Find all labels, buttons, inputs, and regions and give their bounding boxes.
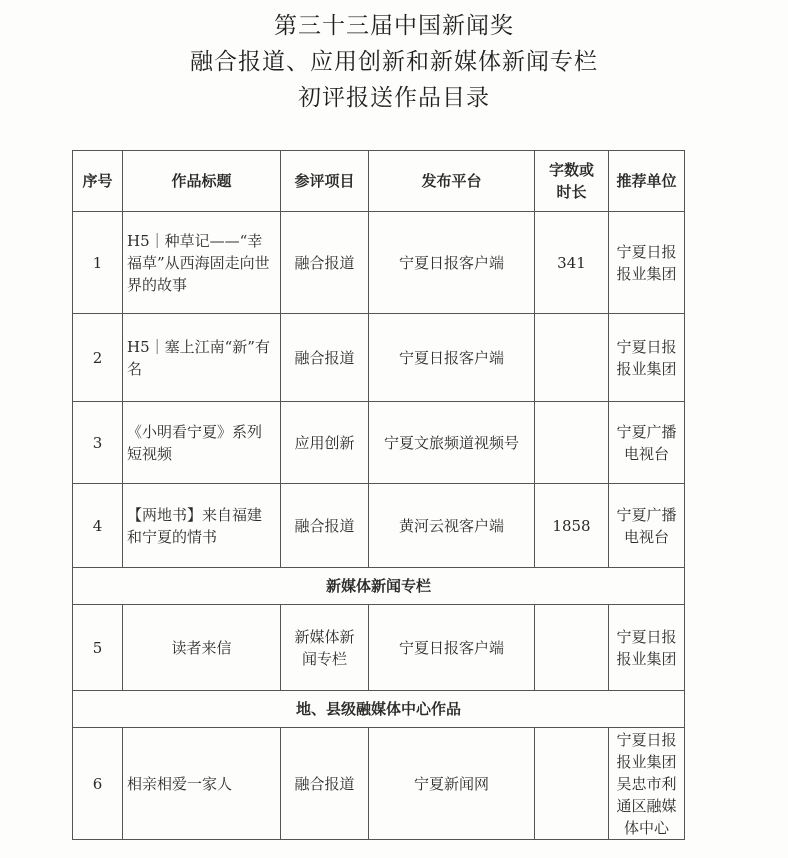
cell-category: 新媒体新闻专栏 [281,605,369,691]
cell-unit: 宁夏日报报业集团 [609,314,685,402]
cell-title: 相亲相爱一家人 [123,728,281,840]
table-row [73,728,685,840]
works-table [72,150,685,840]
cell-platform: 宁夏新闻网 [369,728,535,840]
cell-title: 《小明看宁夏》系列短视频 [123,402,281,484]
cell-category: 融合报道 [281,728,369,840]
table-row [73,212,685,314]
cell-unit: 宁夏广播电视台 [609,402,685,484]
cell-unit: 宁夏日报报业集团 [609,212,685,314]
document-title [0,8,788,116]
cell-category: 融合报道 [281,314,369,402]
cell-no: 3 [73,402,123,484]
cell-length: 1858 [535,484,609,568]
cell-title: H5｜塞上江南“新”有名 [123,314,281,402]
table-header-row [73,151,685,212]
section-header-new-media: 新媒体新闻专栏 [73,568,685,605]
cell-category: 应用创新 [281,402,369,484]
title-line-2: 融合报道、应用创新和新媒体新闻专栏 [190,49,598,75]
title-line-1: 第三十三届中国新闻奖 [274,13,514,39]
table-row [73,605,685,691]
cell-platform: 宁夏日报客户端 [369,605,535,691]
cell-title: H5｜种草记——“幸福草”从西海固走向世界的故事 [123,212,281,314]
header-no: 序号 [73,151,123,212]
section-row [73,568,685,605]
cell-length [535,402,609,484]
cell-length: 341 [535,212,609,314]
header-platform: 发布平台 [369,151,535,212]
section-header-local-media: 地、县级融媒体中心作品 [73,691,685,728]
cell-unit: 宁夏日报报业集团吴忠市利通区融媒体中心 [609,728,685,840]
cell-no: 1 [73,212,123,314]
table-row [73,484,685,568]
cell-platform: 宁夏日报客户端 [369,314,535,402]
cell-length [535,314,609,402]
cell-no: 2 [73,314,123,402]
header-unit: 推荐单位 [609,151,685,212]
title-line-3: 初评报送作品目录 [298,85,490,111]
cell-unit: 宁夏广播电视台 [609,484,685,568]
cell-no: 4 [73,484,123,568]
cell-category: 融合报道 [281,484,369,568]
cell-no: 6 [73,728,123,840]
cell-unit: 宁夏日报报业集团 [609,605,685,691]
header-category: 参评项目 [281,151,369,212]
cell-length [535,728,609,840]
table-row [73,402,685,484]
cell-length [535,605,609,691]
cell-category: 融合报道 [281,212,369,314]
section-row [73,691,685,728]
cell-platform: 宁夏文旅频道视频号 [369,402,535,484]
table-row [73,314,685,402]
cell-platform: 黄河云视客户端 [369,484,535,568]
header-length: 字数或时长 [535,151,609,212]
cell-title: 读者来信 [123,605,281,691]
cell-platform: 宁夏日报客户端 [369,212,535,314]
cell-no: 5 [73,605,123,691]
header-title: 作品标题 [123,151,281,212]
cell-title: 【两地书】来自福建和宁夏的情书 [123,484,281,568]
